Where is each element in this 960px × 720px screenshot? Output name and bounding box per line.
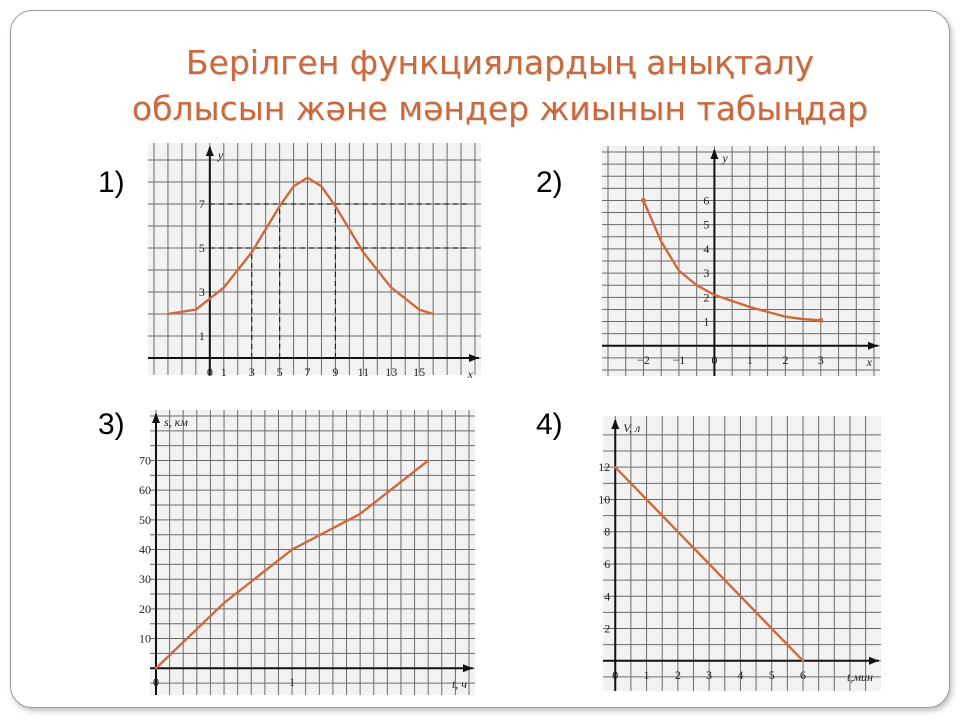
data-line <box>168 178 433 314</box>
x-tick-label: 11 <box>357 365 370 379</box>
y-tick-label: 1 <box>198 329 205 343</box>
x-tick-label: 3 <box>706 667 713 682</box>
graph-2 <box>602 146 880 376</box>
y-axis-arrow <box>206 146 214 156</box>
x-axis-arrow <box>469 354 479 362</box>
x-tick-label: 2 <box>782 352 789 367</box>
y-tick-label: 3 <box>198 285 205 299</box>
graph-panel-2 <box>602 146 880 376</box>
graph-panel-1 <box>148 143 481 381</box>
slide-title <box>60 40 940 132</box>
data-point <box>641 198 646 203</box>
x-tick-label: 2 <box>674 667 681 682</box>
panel-4-number: 4) <box>536 408 563 441</box>
graph-1 <box>148 143 481 381</box>
y-tick-label: 5 <box>198 241 205 255</box>
x-tick-label: 3 <box>817 352 824 367</box>
graph-panel-4 <box>598 416 881 691</box>
title-line-2: облысын және мәндер жиынын табыңдар <box>131 89 869 128</box>
data-point <box>818 318 823 323</box>
title-line-1: Берілген функциялардың анықталу <box>185 43 815 82</box>
y-tick-label: 10 <box>598 492 611 507</box>
y-tick-label: 60 <box>139 483 151 498</box>
y-tick-label: 7 <box>198 197 205 211</box>
y-axis-arrow <box>710 149 718 159</box>
x-axis-arrow <box>463 664 473 672</box>
y-tick-label: 10 <box>139 631 151 646</box>
y-tick-label: 70 <box>139 453 151 468</box>
x-axis-label: t, ч <box>451 677 467 692</box>
panel-3-number: 3) <box>98 408 125 441</box>
x-axis-arrow <box>869 657 879 665</box>
x-tick-label: 4 <box>737 667 744 682</box>
x-tick-label: 0 <box>206 365 213 379</box>
y-axis-label: y <box>722 151 728 165</box>
y-tick-label: 5 <box>703 217 710 232</box>
graph-3 <box>139 410 475 695</box>
y-tick-label: 30 <box>139 572 151 587</box>
x-tick-label: 3 <box>248 365 255 379</box>
graph-panel-3 <box>139 410 475 695</box>
x-tick-label: 5 <box>276 365 283 379</box>
y-tick-label: 12 <box>598 460 611 475</box>
y-tick-label: 2 <box>604 621 611 636</box>
x-tick-label: 9 <box>332 365 339 379</box>
x-tick-label: 13 <box>385 365 398 379</box>
y-tick-label: 50 <box>139 512 151 527</box>
x-tick-label: 1 <box>289 675 296 690</box>
y-tick-label: 8 <box>604 524 611 539</box>
graph-4 <box>598 416 881 691</box>
panel-1-number: 1) <box>98 166 125 199</box>
y-tick-label: 1 <box>703 314 710 329</box>
x-tick-label: 6 <box>800 667 807 682</box>
x-tick-label: 1 <box>643 667 650 682</box>
x-tick-label: 0 <box>711 352 718 367</box>
y-axis-label: y <box>217 148 224 162</box>
y-axis-label: s, км <box>164 415 188 429</box>
x-tick-label: −2 <box>637 352 650 367</box>
y-axis-label: V, л <box>623 421 641 435</box>
y-tick-label: 20 <box>139 601 151 616</box>
x-tick-label: −1 <box>672 352 686 367</box>
x-tick-label: 0 <box>612 667 619 682</box>
x-axis-label: x <box>866 354 872 369</box>
y-tick-label: 6 <box>604 556 611 571</box>
x-axis-arrow <box>868 342 878 350</box>
x-axis-label: t,мин <box>847 669 873 684</box>
x-tick-label: 7 <box>304 365 311 379</box>
y-tick-label: 4 <box>703 241 710 256</box>
y-tick-label: 2 <box>703 290 710 305</box>
panel-2-number: 2) <box>536 166 563 199</box>
x-tick-label: 1 <box>220 365 227 379</box>
x-tick-label: 1 <box>746 352 753 367</box>
y-tick-label: 3 <box>703 266 710 281</box>
x-axis-label: x <box>467 367 473 381</box>
x-tick-label: 0 <box>153 675 159 690</box>
y-axis-arrow <box>152 413 160 423</box>
x-tick-label: 15 <box>413 365 426 379</box>
y-axis-arrow <box>611 419 619 429</box>
x-tick-label: 5 <box>768 667 775 682</box>
y-tick-label: 40 <box>139 542 151 557</box>
y-tick-label: 4 <box>604 589 611 604</box>
y-tick-label: 6 <box>703 193 710 208</box>
